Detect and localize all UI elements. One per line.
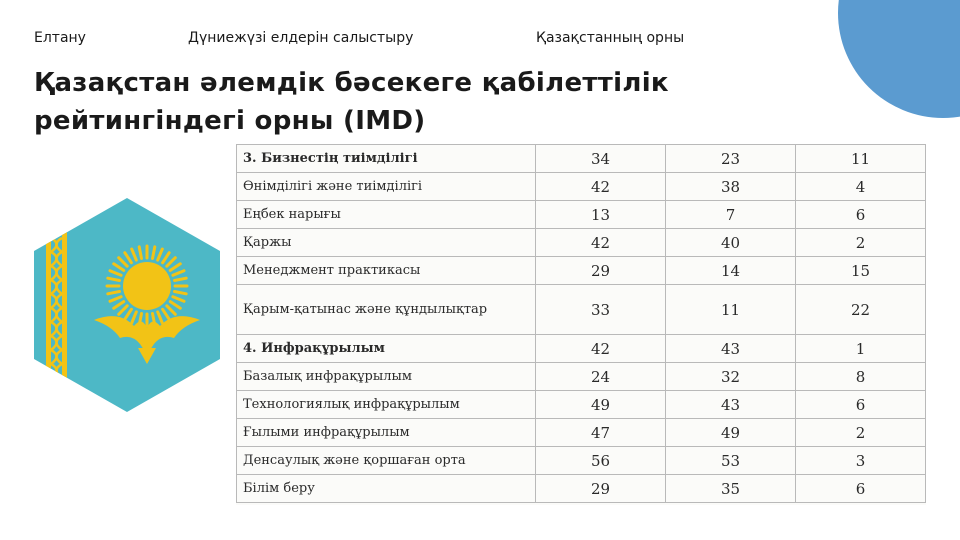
nav-item-eltanu[interactable]: Елтану: [34, 30, 86, 46]
rank-value-1: 42: [536, 229, 666, 257]
table-row: [237, 201, 926, 229]
rank-value-3: 22: [796, 285, 926, 335]
page-title-line-2: рейтингіндегі орны (IMD): [34, 106, 426, 136]
row-label: Базалық инфрақұрылым: [237, 363, 536, 391]
table-row: [237, 363, 926, 391]
nav-item-world-comparison[interactable]: Дүниежүзі елдерін салыстыру: [188, 30, 414, 46]
rank-value-2: 43: [666, 391, 796, 419]
row-label: Өнімділігі және тиімділігі: [237, 173, 536, 201]
rank-value-1: 42: [536, 335, 666, 363]
rank-value-3: 11: [796, 145, 926, 173]
row-label: Білім беру: [237, 475, 536, 503]
rank-value-2: 49: [666, 419, 796, 447]
nav-item-kazakhstan-place[interactable]: Қазақстанның орны: [536, 30, 685, 46]
table-row: [237, 173, 926, 201]
row-label: 3. Бизнестің тиімділігі: [237, 145, 536, 173]
row-label: Қарым-қатынас және құндылықтар: [237, 285, 536, 335]
page-title-line-1: Қазақстан әлемдік бәсекеге қабілеттілік: [34, 68, 669, 98]
row-label: Технологиялық инфрақұрылым: [237, 391, 536, 419]
rank-value-2: 23: [666, 145, 796, 173]
table-row: [237, 145, 926, 173]
row-label: Менеджмент практикасы: [237, 257, 536, 285]
rank-value-2: 35: [666, 475, 796, 503]
top-navigation: [34, 30, 734, 50]
row-label: Қаржы: [237, 229, 536, 257]
rank-value-2: 32: [666, 363, 796, 391]
rank-value-1: 47: [536, 419, 666, 447]
row-label: Ғылыми инфрақұрылым: [237, 419, 536, 447]
table-row: [237, 257, 926, 285]
rank-value-3: 6: [796, 201, 926, 229]
table-row: [237, 335, 926, 363]
table-row: [237, 229, 926, 257]
rank-value-3: 3: [796, 447, 926, 475]
row-label: 4. Инфрақұрылым: [237, 335, 536, 363]
rank-value-3: 4: [796, 173, 926, 201]
kazakhstan-flag: [34, 198, 220, 412]
row-label: Денсаулық және қоршаған орта: [237, 447, 536, 475]
table-row: [237, 419, 926, 447]
rank-value-3: 15: [796, 257, 926, 285]
rank-value-3: 8: [796, 363, 926, 391]
rank-value-2: 14: [666, 257, 796, 285]
table-row: [237, 475, 926, 503]
rank-value-2: 38: [666, 173, 796, 201]
rank-value-2: 53: [666, 447, 796, 475]
rank-value-3: 6: [796, 391, 926, 419]
rank-value-1: 34: [536, 145, 666, 173]
ranking-table: [236, 144, 926, 503]
rank-value-1: 33: [536, 285, 666, 335]
rank-value-1: 29: [536, 257, 666, 285]
rank-value-3: 2: [796, 229, 926, 257]
rank-value-1: 13: [536, 201, 666, 229]
rank-value-3: 1: [796, 335, 926, 363]
table-row: [237, 285, 926, 335]
rank-value-2: 7: [666, 201, 796, 229]
rank-value-1: 29: [536, 475, 666, 503]
decorative-circle: [838, 0, 960, 118]
rank-value-1: 42: [536, 173, 666, 201]
table-row: [237, 391, 926, 419]
kazakhstan-flag-image: [34, 198, 220, 412]
rank-value-2: 40: [666, 229, 796, 257]
page-title: [34, 64, 834, 140]
rank-value-2: 43: [666, 335, 796, 363]
table-row: [237, 447, 926, 475]
rank-value-3: 6: [796, 475, 926, 503]
ranking-table-image: [236, 144, 926, 505]
row-label: Еңбек нарығы: [237, 201, 536, 229]
rank-value-2: 11: [666, 285, 796, 335]
rank-value-1: 56: [536, 447, 666, 475]
rank-value-1: 49: [536, 391, 666, 419]
rank-value-3: 2: [796, 419, 926, 447]
rank-value-1: 24: [536, 363, 666, 391]
